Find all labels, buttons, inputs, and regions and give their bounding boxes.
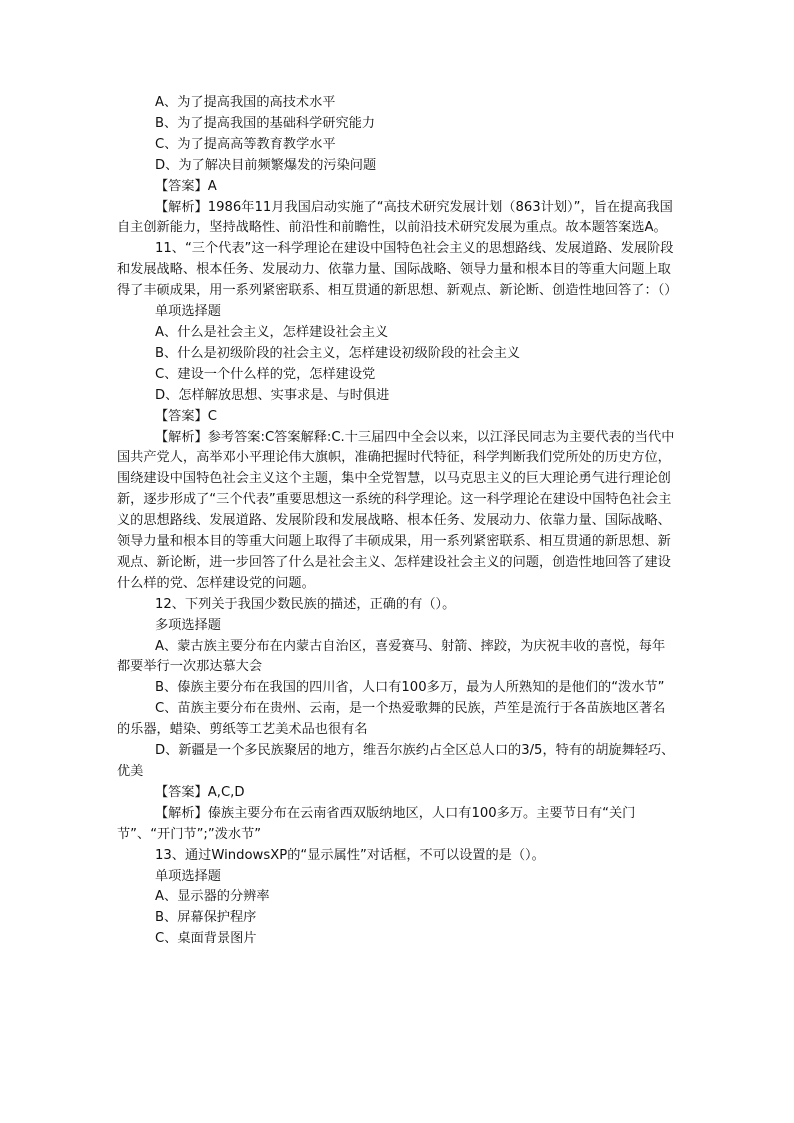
analysis: 【解析】参考答案:C答案解释:C.十三届四中全会以来，以江泽民同志为主要代表的当代中国共产党人，高举邓小平理论伟大旗帜，准确把握时代特征，科学判断我们党所处的历史方位，围绕建设中国特色社会主义这个主题，集中全党智慧，以马克思主义的巨大理论勇气进行理论创新，逐步形成了“三个代表”重要思想这一系统的科学理论。这一科学理论在建设中国特色社会主义的思想路线、发展道路、发展阶段和发展战略、根本任务、发展动力、依靠力量、国际战略、领导力量和根本目的等重大问题上取得了丰硕成果，用一系列紧密联系、相互贯通的新思想、新观点、新论断，进一步回答了什么是社会主义、怎样建设社会主义的问题，创造性地回答了建设什么样的党、怎样建设党的问题。 [117, 429, 675, 591]
answer: 【答案】C [155, 408, 217, 424]
question-stem: 13、通过WindowsXP的“显示属性”对话框，不可以设置的是（）。 [155, 847, 545, 863]
question-12 [117, 595, 677, 846]
question-10 [117, 93, 677, 239]
option-c: C、桌面背景图片 [155, 931, 257, 947]
option-a: A、为了提高我国的高技术水平 [155, 95, 336, 110]
analysis: 【解析】1986年11月我国启动实施了“高技术研究发展计划（863计划）”，旨在提高我国自主创新能力，坚持战略性、前沿性和前瞻性，以前沿技术研究发展为重点。故本题答案选A。 [117, 199, 673, 236]
analysis: 【解析】傣族主要分布在云南省西双版纳地区，人口有100多万。主要节日有“关门节”、“开门节”;”泼水节” [117, 805, 636, 842]
question-type: 单项选择题 [155, 868, 221, 884]
option-b: B、为了提高我国的基础科学研究能力 [155, 115, 376, 131]
option-b: B、傣族主要分布在我国的四川省，人口有100多万，最为人所熟知的是他们的“泼水节” [155, 680, 665, 696]
question-type: 单项选择题 [155, 304, 221, 320]
option-c: C、为了提高高等教育教学水平 [155, 136, 336, 152]
option-b: B、什么是初级阶段的社会主义，怎样建设初级阶段的社会主义 [155, 345, 521, 361]
option-d: D、怎样解放思想、实事求是、与时俱进 [155, 387, 390, 403]
question-stem: 11、“三个代表”这一科学理论在建设中国特色社会主义的思想路线、发展道路、发展阶段和发展战略、根本任务、发展动力、依靠力量、国际战略、领导力量和根本目的等重大问题上取得了丰硕成果，用一系列紧密联系、相互贯通的新思想、新观点、新论断、创造性地回答了：（） [117, 241, 678, 299]
answer: 【答案】A,C,D [155, 784, 245, 800]
option-a: A、蒙古族主要分布在内蒙古自治区，喜爱赛马、射箭、摔跤，为庆祝丰收的喜悦，每年都要举行一次那达慕大会 [117, 638, 666, 675]
answer: 【答案】A [155, 178, 217, 194]
option-d: D、为了解决目前频繁爆发的污染问题 [155, 157, 377, 173]
question-stem: 12、下列关于我国少数民族的描述，正确的有（）。 [155, 596, 456, 612]
option-c: C、建设一个什么样的党，怎样建设党 [155, 366, 376, 382]
option-a: A、什么是社会主义，怎样建设社会主义 [155, 324, 389, 340]
question-11 [117, 239, 677, 594]
question-13 [117, 846, 677, 951]
option-b: B、屏幕保护程序 [155, 910, 257, 926]
option-d: D、新疆是一个多民族聚居的地方，维吾尔族约占全区总人口的3/5，特有的胡旋舞轻巧、优美 [117, 743, 675, 779]
question-type: 多项选择题 [155, 617, 221, 633]
option-c: C、苗族主要分布在贵州、云南，是一个热爱歌舞的民族，芦笙是流行于各苗族地区著名的乐器，蜡染、剪纸等工艺美术品也很有名 [117, 701, 666, 738]
option-a: A、显示器的分辨率 [155, 889, 270, 905]
document-page [117, 93, 677, 950]
